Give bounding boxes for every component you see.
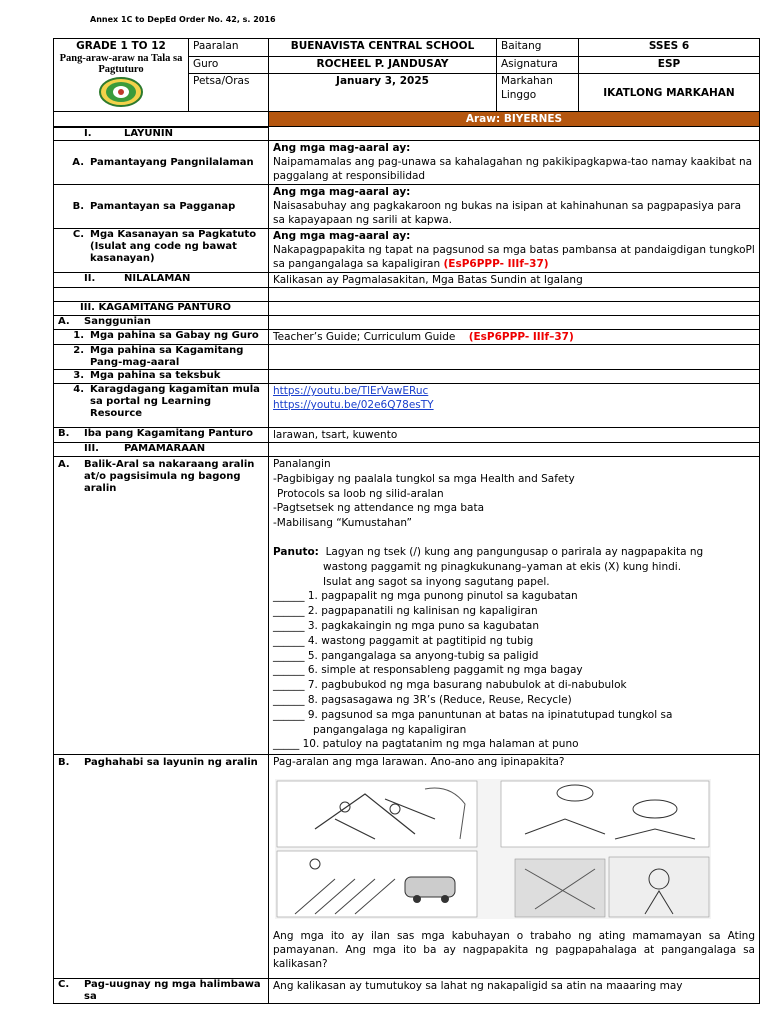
header-title-cell <box>54 39 189 112</box>
section-title: III. KAGAMITANG PANTURO <box>80 302 232 313</box>
section-number: II. <box>84 273 96 284</box>
layunin-b-label <box>54 185 269 229</box>
section-number: I. <box>84 127 92 139</box>
label: Iba pang Kagamitang Panturo <box>84 428 253 439</box>
content-heading: Ang mga mag-aaral ay: <box>273 142 411 154</box>
label: Mga Kasanayan sa Pagkatuto (Isulat ang code ng bawat kasanayan) <box>90 229 257 264</box>
label: Sanggunian <box>84 316 151 327</box>
item-label: Mga pahina sa teksbuk <box>90 370 221 381</box>
lesson-plan-table <box>53 38 760 1004</box>
layunin-b-content <box>269 185 760 229</box>
pamamaraan-a-content <box>269 457 760 755</box>
content-heading: Ang mga mag-aaral ay: <box>273 230 411 242</box>
exercise-item-continuation: pangangalaga ng kapaligiran <box>313 723 467 736</box>
school-name: BUENAVISTA CENTRAL SCHOOL <box>269 39 497 57</box>
label: Pamantayang Pangnilalaman <box>90 156 254 168</box>
exercise-item: ______ 9. pagsunod sa mga panuntunan at batas na ipinatutupad tungkol sa <box>273 708 673 721</box>
pamamaraan-b-label <box>54 755 269 979</box>
school-logo-icon <box>99 77 143 107</box>
activity-line: -Pagbibigay ng paalala tungkol sa mga Health and Safety <box>273 472 575 485</box>
exercise-item: ______ 1. pagpapalit ng mga punong pinutol sa kagubatan <box>273 590 578 603</box>
farming-picture-icon <box>501 781 709 847</box>
instructions-line: wastong paggamit ng pinagkukunang–yaman at ekis (X) kung hindi. <box>323 560 682 573</box>
exercise-list <box>273 589 755 752</box>
exercise-item: ______ 4. wastong paggamit at pagtitipid ng tubig <box>273 634 534 647</box>
label: Pag-uugnay ng mga halimbawa sa <box>84 979 261 1002</box>
date-value: January 3, 2025 <box>269 74 497 112</box>
opening-activities <box>273 457 755 531</box>
section-layunin <box>54 127 269 141</box>
letter: C. <box>58 979 70 990</box>
letter: B. <box>58 428 70 439</box>
picture-prompt: Pag-aralan ang mga larawan. Ano-ano ang ipinapakita? <box>273 756 565 768</box>
letter: C. <box>72 229 84 240</box>
instructions-line: Lagyan ng tsek (/) kung ang pangungusap o parirala ay nagpapakita ng <box>325 545 704 558</box>
quarter-label: Markahan Linggo <box>497 74 579 112</box>
pamamaraan-a-label <box>54 457 269 755</box>
pamamaraan-c-content: Ang kalikasan ay tumutukoy sa lahat ng nakapaligid sa atin na maaaring may <box>269 979 760 1004</box>
layunin-a-label <box>54 141 269 185</box>
day-banner: Araw: BIYERNES <box>269 112 760 127</box>
annex-label: Annex 1C to DepEd Order No. 42, s. 2016 <box>90 15 276 24</box>
competency-code: (EsP6PPP- IIIf–37) <box>443 258 549 270</box>
exercise-item: ______ 8. pagsasagawa ng 3R’s (Reduce, Reuse, Recycle) <box>273 693 572 706</box>
kagamitan-item-1-value <box>269 330 760 345</box>
exercise-item: _____ 10. patuloy na pagtatanim ng mga halaman at puno <box>273 738 579 751</box>
content-text: Naipamamalas ang pag-unawa sa kahalagahan ng pakikipagkapwa-tao namay kaakibat na paggalang at responsibilidad <box>273 156 753 182</box>
item-number: 1. <box>73 330 84 341</box>
doc-title: Pang-araw-araw na Tala sa Pagtuturo <box>59 53 183 75</box>
letter: B. <box>72 200 84 212</box>
label: Paghahabi sa layunin ng aralin <box>84 757 258 768</box>
section-title: LAYUNIN <box>124 127 173 139</box>
teacher-label: Guro <box>189 56 269 74</box>
nilalaman-text: Kalikasan ay Pagmalasakitan, Mga Batas Sundin at Igalang <box>269 273 760 288</box>
instructions <box>273 545 755 589</box>
logging-picture-icon <box>277 781 477 847</box>
section-number: III. <box>84 443 99 454</box>
instructions-label: Panuto: <box>273 545 319 558</box>
layunin-c-label <box>54 229 269 273</box>
kagamitan-item-3 <box>54 370 269 384</box>
content-text: Naisasabuhay ang pagkakaroon ng bukas na isipan at kahinahunan sa pagpapasiya para sa kapayapaan ng sarili at kapwa. <box>273 200 742 226</box>
item-number: 3. <box>73 370 84 381</box>
kagamitan-links <box>269 384 760 428</box>
section-nilalaman <box>54 273 269 288</box>
date-label: Petsa/Oras <box>189 74 269 112</box>
letter: A. <box>58 459 70 470</box>
item-label: Mga pahina sa Gabay ng Guro <box>90 330 259 341</box>
kagamitan-b-label <box>54 428 269 443</box>
section-title: NILALAMAN <box>124 273 191 284</box>
activity-line: -Mabilisang “Kumustahan” <box>273 517 412 530</box>
content-text: Nakapagpapakita ng tapat na pagsunod sa mga batas pambansa at pandaigdigan tungkoPl sa pangangalaga sa kapaligiran <box>273 244 755 270</box>
subject-label: Asignatura <box>497 56 579 74</box>
exercise-item: ______ 7. pagbubukod ng mga basurang nabubulok at di-nabubulok <box>273 679 627 692</box>
label: Balik-Aral sa nakaraang aralin at/o pagsisimula ng bagong aralin <box>84 459 255 494</box>
pamamaraan-c-label <box>54 979 269 1004</box>
fishing-picture-icon <box>515 859 605 917</box>
pamamaraan-b-content <box>269 755 760 979</box>
item-label: Mga pahina sa Kagamitang Pang-mag-aaral <box>90 345 244 368</box>
exercise-item: ______ 2. pagpapanatili ng kalinisan ng kapaligiran <box>273 605 538 618</box>
activity-line: Panalangin <box>273 458 331 470</box>
subject-value: ESP <box>579 56 760 74</box>
video-link-2[interactable]: https://youtu.be/02e6Q78esTY <box>273 399 434 411</box>
section-title: PAMAMARAAN <box>124 443 206 454</box>
quarter-value: IKATLONG MARKAHAN <box>579 74 760 112</box>
exercise-item: ______ 3. pagkakaingin ng mga puno sa kagubatan <box>273 619 540 632</box>
guide-text: Teacher’s Guide; Curriculum Guide <box>273 331 456 343</box>
exercise-item: ______ 6. simple at responsableng paggamit ng mga bagay <box>273 664 583 677</box>
activity-line: -Pagtsetsek ng attendance ng mga bata <box>273 502 484 515</box>
activity-line: Protocols sa loob ng silid-aralan <box>277 487 444 500</box>
traffic-picture-icon <box>277 851 477 917</box>
item-label: Karagdagang kagamitan mula sa portal ng Learning Resource <box>90 384 260 419</box>
teacher-name: ROCHEEL P. JANDUSAY <box>269 56 497 74</box>
day-spacer <box>54 112 269 127</box>
kagamitan-b-value: larawan, tsart, kuwento <box>269 428 760 443</box>
content-heading: Ang mga mag-aaral ay: <box>273 186 411 198</box>
letter: B. <box>58 757 70 768</box>
kagamitan-a-label <box>54 316 269 330</box>
letter: A. <box>58 316 70 327</box>
item-number: 4. <box>73 384 84 395</box>
kagamitan-item-2 <box>54 345 269 370</box>
video-link-1[interactable]: https://youtu.be/TlErVawERuc <box>273 385 429 397</box>
school-label: Paaralan <box>189 39 269 57</box>
section-pamamaraan <box>54 443 269 457</box>
worker-picture-icon <box>609 857 709 917</box>
label: Pamantayan sa Pagganap <box>90 200 236 212</box>
instructions-line: Isulat ang sagot sa inyong sagutang papel. <box>323 575 550 588</box>
letter: A. <box>72 156 84 168</box>
exercise-item: ______ 5. pangangalaga sa anyong-tubig sa paligid <box>273 649 539 662</box>
grade-range: GRADE 1 TO 12 <box>76 40 166 52</box>
competency-code: (EsP6PPP- IIIf–37) <box>468 331 574 343</box>
kagamitan-item-1 <box>54 330 269 345</box>
livelihood-pictures <box>275 779 711 919</box>
picture-reflection: Ang mga ito ay ilan sas mga kabuhayan o trabaho ng ating mamamayan sa Ating pamayanan. Ang mga ito ba ay nagpapakita ng pagpapahalaga at pangangalaga sa kalikasan? <box>273 930 755 970</box>
section-kagamitan <box>54 302 269 316</box>
layunin-a-content <box>269 141 760 185</box>
grade-label: Baitang <box>497 39 579 57</box>
layunin-c-content <box>269 229 760 273</box>
kagamitan-item-4 <box>54 384 269 428</box>
item-number: 2. <box>73 345 84 356</box>
grade-value: SSES 6 <box>579 39 760 57</box>
